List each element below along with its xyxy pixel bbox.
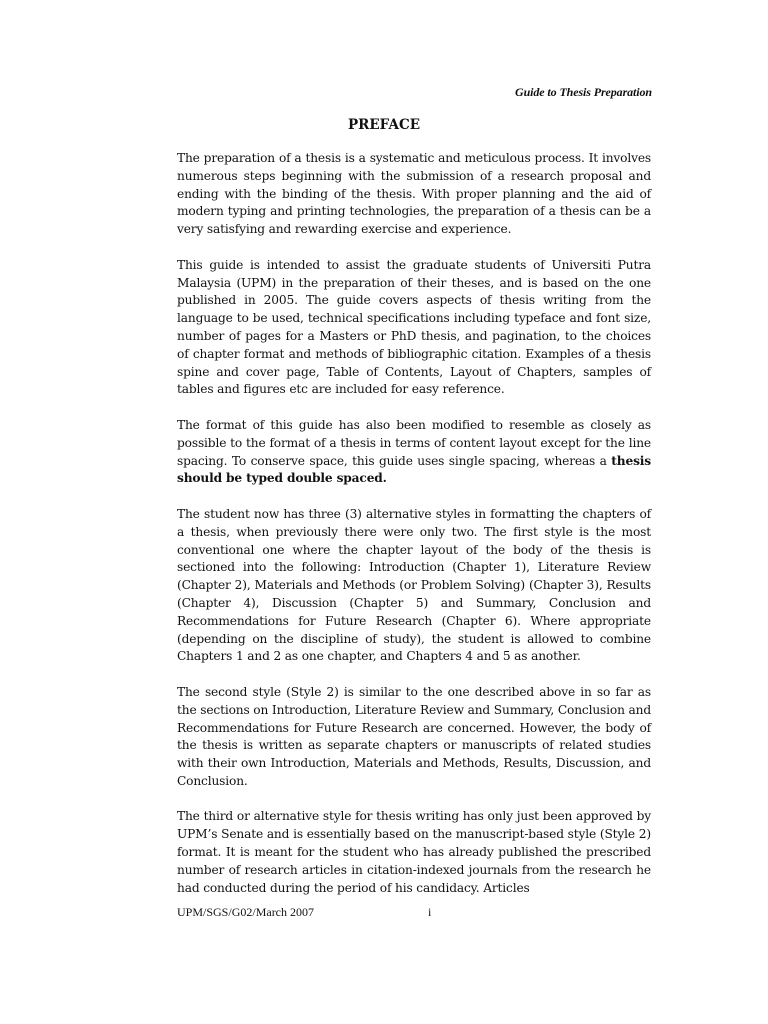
paragraph-2: This guide is intended to assist the graduate students of Universiti Putra Malaysia (UPM) in the preparation of their theses, and is based on the one published in 2005. The guide covers aspects of thesis writing from the language to be used, technical specifications including typeface and font size, number of pages for a Masters or PhD thesis, and pagination, to the choices of chapter format and methods of bibliographic citation. Examples of a thesis spine and cover page, Table of Contents, Layout of Chapters, samples of tables and figures etc are included for easy reference. [177, 257, 651, 397]
paragraph-6: The third or alternative style for thesis writing has only just been approved by UPM’s Senate and is essentially based on the manuscript-based style (Style 2) format. It is meant for the student who has already published the prescribed number of research articles in citation-indexed journals from the research he had conducted during the period of his candidacy. Articles [177, 809, 651, 895]
footer-doc-code: UPM/SGS/G02/March 2007 [177, 905, 315, 919]
paragraph-5: The second style (Style 2) is similar to the one described above in so far as the sections on Introduction, Literature Review and Summary, Conclusion and Recommendations for Future Research are concerned. However, the body of the thesis is written as separate chapters or manuscripts of related studies with their own Introduction, Materials and Methods, Results, Discussion, and Conclusion. [177, 684, 651, 788]
paragraph-4: The student now has three (3) alternative styles in formatting the chapters of a thesis, when previously there were only two. The first style is the most conventional one where the chapter layout of the body of the thesis is sectioned into the following: Introduction (Chapter 1), Literature Review (Chapter 2), Materials and Methods (or Problem Solving) (Chapter 3), Results (Chapter 4), Discussion (Chapter 5) and Summary, Conclusion and Recommendations for Future Research (Chapter 6). Where appropriate (depending on the discipline of study), the student is allowed to combine Chapters 1 and 2 as one chapter, and Chapters 4 and 5 as another. [177, 506, 651, 664]
paragraph-3-text: The format of this guide has also been modified to resemble as closely as possible to the format of a thesis in terms of content layout except for the line spacing. To conserve space, this guide uses single spacing, whereas a [177, 417, 651, 468]
paragraph-1: The preparation of a thesis is a systematic and meticulous process. It involves numerous steps beginning with the submission of a research proposal and ending with the binding of the thesis. With proper planning and the aid of modern typing and printing technologies, the preparation of a thesis can be a very satisfying and rewarding exercise and experience. [177, 151, 651, 237]
page-title: PREFACE [348, 117, 420, 133]
footer-page-number: i [428, 905, 432, 919]
paragraph-3-bold-text: thesis should be typed double spaced. [177, 453, 651, 486]
running-header: Guide to Thesis Preparation [515, 85, 652, 99]
paragraph-3 [177, 417, 651, 488]
body-text [177, 150, 651, 915]
